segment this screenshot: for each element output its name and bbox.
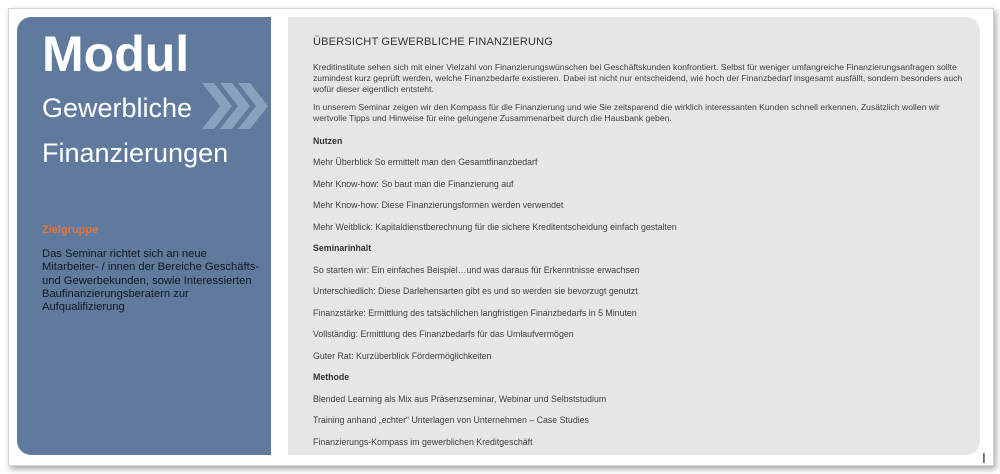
list-item: Training anhand „echter“ Unterlagen von Unternehmen – Case Studies (313, 415, 589, 426)
module-subtitle-line1: Gewerbliche (42, 93, 193, 123)
zielgruppe-text: Das Seminar richtet sich an neue Mitarbeiter- / innen der Bereiche Geschäfts- und Gewerbekunden, sowie Interessierten Baufinanzierungsberatern zur Aufqualifizierung (42, 248, 260, 314)
list-item: Finanzierungs-Kompass im gewerblichen Kreditgeschäft (313, 436, 533, 447)
zielgruppe-label: Zielgruppe (42, 224, 99, 236)
methode-heading: Methode (313, 372, 350, 383)
list-item: Mehr Know-how: Diese Finanzierungsformen werden verwendet (313, 200, 564, 211)
content-area (313, 36, 963, 453)
intro-paragraph-2: In unserem Seminar zeigen wir den Kompass für die Finanzierung und wie Sie zeitsparend die wirklich interessanten Kunden schnell erkennen. Zusätzlich wollen wir wertvolle Tipps und Hinweise für eine gelungene Zusammenarbeit durch die Hausbank geben. (313, 101, 940, 123)
list-item: Unterschiedlich: Diese Darlehensarten gibt es und so werden sie bevorzugt genutzt (313, 286, 638, 297)
list-item: Mehr Überblick So ermittelt man den Gesamtfinanzbedarf (313, 157, 538, 168)
list-item: Vollständig: Ermittlung des Finanzbedarfs für das Umlaufvermögen (313, 329, 574, 340)
module-title: Modul (42, 26, 190, 82)
overview-heading: ÜBERSICHT GEWERBLICHE FINANZIERUNG (313, 36, 554, 48)
intro-paragraph-1: Kreditinstitute sehen sich mit einer Vielzahl von Finanzierungswünschen bei Geschäftskunden konfrontiert. Selbst für weniger umfangreiche Finanzierungsanfragen sollte zumindest kurz geprüft werden, welche Finanzbedarfe existieren. Dabei ist nicht nur entscheidend, wie hoch der Finanzbedarf insgesamt ausfällt, sondern besonders auch wofür dieser eigentlich entsteht. (313, 62, 963, 94)
left-panel (17, 17, 271, 455)
right-panel (288, 17, 980, 455)
text-cursor-icon: I (982, 452, 986, 467)
seminarinhalt-heading: Seminarinhalt (313, 243, 372, 254)
list-item: Guter Rat: Kurzüberblick Fördermöglichkeiten (313, 350, 492, 361)
triple-chevron-right-icon (202, 83, 268, 129)
list-item: Finanzstärke: Ermittlung des tatsächlichen langfristigen Finanzbedarfs in 5 Minuten (313, 307, 637, 318)
module-subtitle-line2: Finanzierungen (42, 138, 229, 168)
list-item: Mehr Know-how: So baut man die Finanzierung auf (313, 178, 514, 189)
nutzen-heading: Nutzen (313, 135, 343, 146)
list-item: Blended Learning als Mix aus Präsenzseminar, Webinar und Selbststudium (313, 393, 607, 404)
list-item: Mehr Weitblick: Kapitaldienstberechnung für die sichere Kreditentscheidung einfach gestalten (313, 221, 677, 232)
list-item: So starten wir: Ein einfaches Beispiel…und was daraus für Erkenntnisse erwachsen (313, 264, 640, 275)
